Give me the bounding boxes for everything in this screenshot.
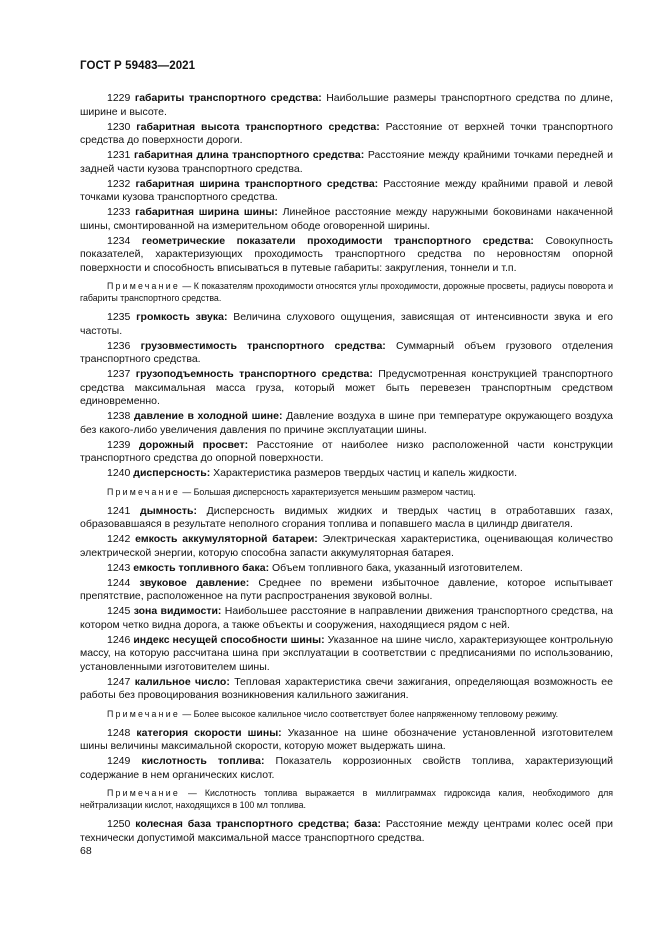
term-definition: Наибольшее расстояние в направлении движения транспортного средства, на котором четко видна дорога, а также объекты и сооружения, находящиеся рядом с ней.: [80, 605, 614, 631]
term-definition: Давление воздуха в шине при температуре окружающего воздуха без какого-либо увеличения давления по причине эксплуатации шины.: [80, 410, 613, 436]
term-name: кислотность топлива:: [141, 755, 265, 767]
note: [80, 280, 613, 304]
term-name: колесная база транспортного средства; база:: [135, 818, 381, 830]
term-entry: [80, 755, 613, 782]
term-definition: Среднее по времени избыточное давление, которое испытывает препятствие, расположенное на пути распространения звуковой волны.: [80, 576, 613, 602]
page-number: 68: [80, 845, 92, 857]
note-text: Большая дисперсность характеризуется меньшим размером частиц.: [193, 486, 476, 497]
document-header: ГОСТ Р 59483—2021: [80, 60, 196, 72]
term-name: категория скорости шины:: [136, 726, 282, 739]
note-label: Примечание: [107, 708, 180, 719]
term-entry: [80, 505, 613, 532]
term-name: звуковое давление:: [139, 576, 250, 589]
term-definition: Объем топливного бака, указанный изготовителем.: [272, 561, 523, 574]
term-definition: Указанное на шине число, характеризующее контрольную массу, на которую рассчитана шина при эксплуатации в соответствии с предписаниями по использованию, установленными изготовителем шины.: [80, 633, 613, 673]
note-text: К показателям проходимости относятся углы проходимости, дорожные просветы, радиусы поворота и габариты транспортного средства.: [80, 281, 613, 303]
term-entry: [80, 818, 613, 845]
term-name: геометрические показатели проходимости транспортного средства:: [141, 234, 534, 247]
term-number: 1248: [107, 726, 131, 739]
term-name: давление в холодной шине:: [134, 410, 283, 422]
term-number: 1247: [107, 675, 131, 688]
term-name: индекс несущей способности шины:: [133, 633, 325, 646]
term-definition: Дисперсность видимых жидких и твердых частиц в отработавших газах, образовавшаяся в результате неполного сгорания топлива и попавшего масла в цилиндр двигателя.: [80, 504, 613, 530]
term-name: емкость аккумуляторной батареи:: [135, 533, 318, 545]
note-label: Примечание: [107, 788, 180, 798]
note: [80, 486, 613, 498]
term-number: 1234: [107, 234, 131, 247]
term-name: емкость топливного бака:: [133, 561, 270, 574]
term-definition: Указанное на шине обозначение установленной изготовителем шины величины максимальной скорости, которую может выдержать шина.: [80, 726, 614, 752]
term-number: 1246: [107, 633, 131, 646]
term-number: 1239: [107, 438, 131, 451]
term-number: 1241: [107, 504, 131, 517]
term-entry: [80, 562, 613, 576]
term-number: 1233: [107, 206, 131, 218]
term-definition: Показатель коррозионных свойств топлива, характеризующий содержание в нем органических кислот.: [80, 755, 614, 781]
term-entry: [80, 311, 613, 338]
term-definition: Величина слухового ощущения, зависящая от интенсивности звука и его частоты.: [80, 311, 613, 337]
term-number: 1244: [107, 576, 131, 589]
term-entry: [80, 605, 613, 632]
term-name: грузовместимость транспортного средства:: [140, 339, 386, 352]
term-number: 1238: [107, 410, 131, 422]
term-entry: [80, 727, 613, 754]
term-entry: [80, 121, 613, 148]
term-name: габаритная высота транспортного средства:: [136, 120, 380, 133]
term-name: дисперсность:: [133, 467, 211, 479]
term-entry: [80, 533, 613, 560]
term-name: габаритная длина транспортного средства:: [134, 149, 365, 161]
term-number: 1236: [107, 339, 131, 352]
term-name: дорожный просвет:: [139, 438, 249, 451]
term-entry: [80, 577, 613, 604]
term-entry: [80, 235, 613, 276]
term-name: габариты транспортного средства:: [134, 92, 322, 104]
term-definition: Расстояние от верхней точки транспортного средства до поверхности дороги.: [80, 120, 613, 146]
term-entry: [80, 410, 613, 437]
term-name: громкость звука:: [136, 311, 228, 323]
term-definition: Предусмотренная конструкцией транспортного средства максимальная масса груза, который может быть перевезен транспортным средством единовременно.: [80, 368, 613, 407]
term-number: 1245: [107, 605, 131, 617]
note-separator: —: [179, 486, 194, 497]
term-definition: Расстояние между центрами колес осей при технически допустимой максимальной массе транспортного средства.: [80, 818, 613, 844]
term-entry: [80, 340, 613, 367]
term-number: 1232: [107, 177, 131, 190]
term-number: 1235: [107, 311, 131, 323]
note: [80, 787, 613, 811]
term-name: дымность:: [140, 504, 197, 517]
note-label: Примечание: [107, 486, 180, 497]
note-separator: —: [179, 281, 194, 291]
note: [80, 708, 613, 720]
term-definition: Расстояние между крайними точками передней и задней части кузова транспортного средства.: [80, 149, 614, 175]
term-entry: [80, 92, 613, 119]
term-entry: [80, 634, 613, 675]
term-name: габаритная ширина шины:: [135, 206, 278, 218]
term-name: калильное число:: [134, 675, 230, 688]
term-entry: [80, 467, 613, 481]
term-definition: Тепловая характеристика свечи зажигания, определяющая возможность ее работы без провоцирования возникновения калильного зажигания.: [80, 675, 613, 701]
terms-list: [80, 92, 613, 847]
term-definition: Совокупность показателей, характеризующих проходимость транспортного средства по неровностям опорной поверхности и способность вписываться в путевые габариты: закругления, тоннели и т.п.: [80, 234, 614, 274]
term-entry: [80, 206, 613, 233]
term-definition: Расстояние между крайними правой и левой точками кузова транспортного средства.: [80, 177, 614, 203]
note-label: Примечание: [107, 281, 180, 291]
term-number: 1249: [107, 755, 131, 767]
term-number: 1242: [107, 533, 131, 545]
term-entry: [80, 439, 613, 466]
note-separator: —: [179, 788, 205, 798]
term-number: 1243: [107, 561, 131, 574]
term-number: 1230: [107, 120, 131, 133]
term-definition: Характеристика размеров твердых частиц и капель жидкости.: [213, 467, 517, 479]
term-definition: Линейное расстояние между наружными боковинами накаченной шины, смонтированной на измерительном ободе оговоренной ширины.: [80, 206, 614, 232]
term-number: 1231: [107, 149, 131, 161]
term-definition: Электрическая характеристика, оценивающая количество электрической энергии, которую способна запасти аккумуляторная батарея.: [80, 533, 613, 559]
term-number: 1237: [107, 368, 131, 380]
term-name: габаритная ширина транспортного средства:: [135, 177, 379, 190]
note-separator: —: [179, 708, 194, 719]
term-name: зона видимости:: [133, 605, 222, 617]
term-entry: [80, 368, 613, 409]
term-entry: [80, 178, 613, 205]
term-entry: [80, 676, 613, 703]
note-text: Более высокое калильное число соответствует более напряженному тепловому режиму.: [193, 708, 559, 719]
term-definition: Наибольшие размеры транспортного средства по длине, ширине и высоте.: [80, 92, 614, 118]
term-entry: [80, 149, 613, 176]
term-number: 1229: [107, 92, 131, 104]
note-text: Кислотность топлива выражается в миллиграммах гидроксида калия, необходимого для нейтрализации кислот, находящихся в 100 мл топлива.: [80, 788, 613, 810]
term-number: 1250: [107, 818, 131, 830]
term-name: грузоподъемность транспортного средства:: [135, 368, 373, 380]
term-number: 1240: [107, 467, 131, 479]
term-definition: Суммарный объем грузового отделения транспортного средства.: [80, 339, 614, 365]
term-definition: Расстояние от наиболее низко расположенной части конструкции транспортного средства до опорной поверхности.: [80, 438, 613, 464]
